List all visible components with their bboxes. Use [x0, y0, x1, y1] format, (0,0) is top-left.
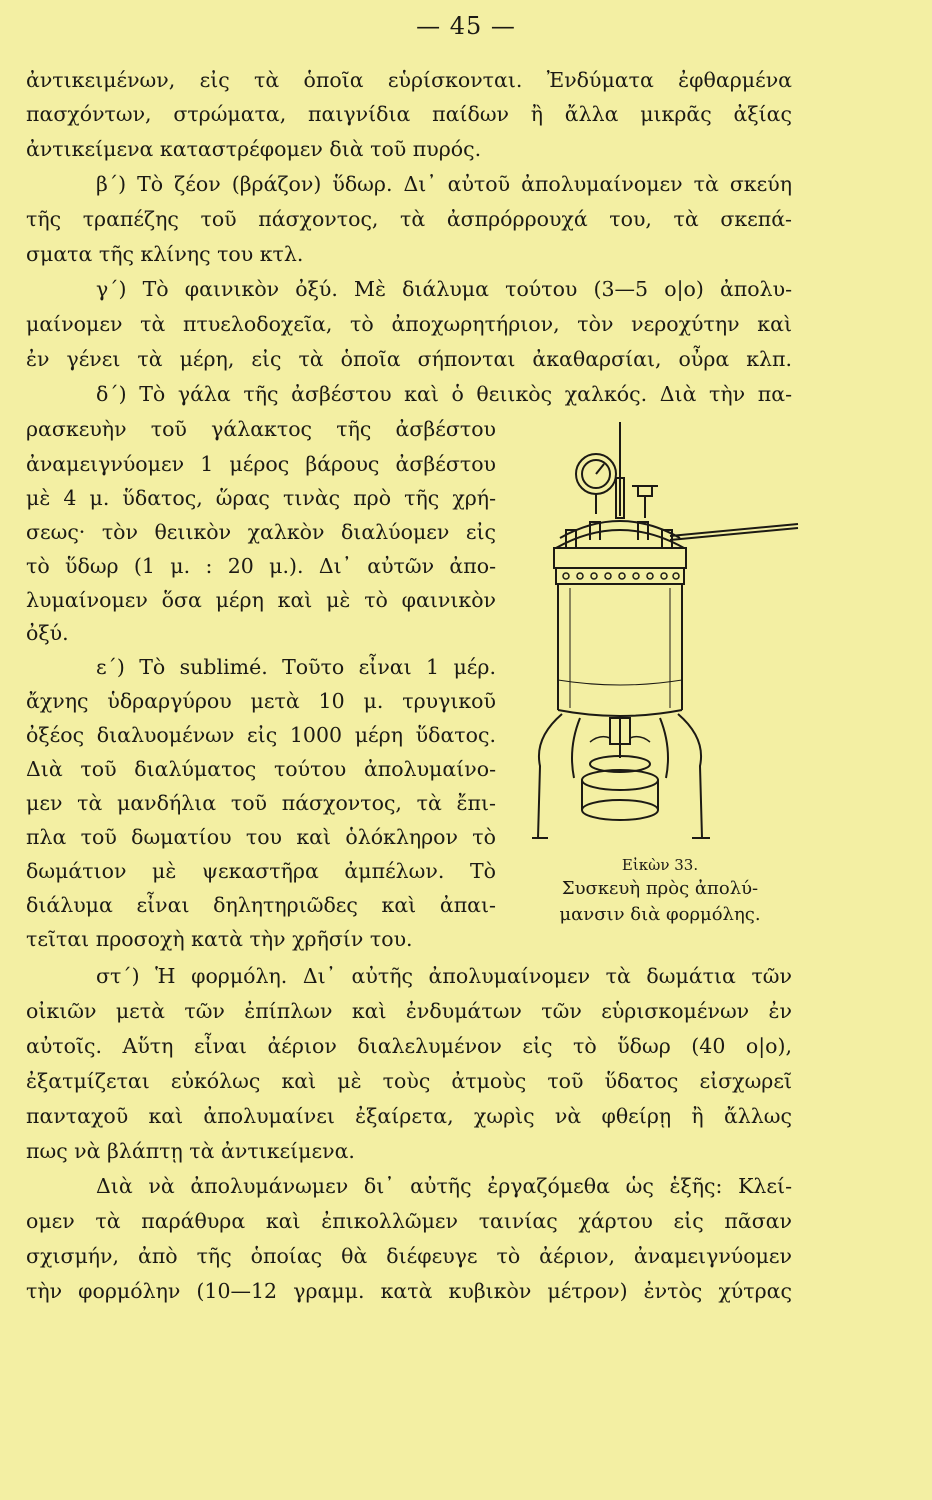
text-line: ὀξέος διαλυομένων εἰς 1000 μέρη ὕδατος.: [26, 723, 496, 747]
text-line: ομεν τὰ παράθυρα καὶ ἐπικολλῶμεν ταινίας χάρτου εἰς πᾶσαν: [26, 1209, 792, 1233]
text-line: δωμάτιον μὲ ψεκαστῆρα ἀμπέλων. Τὸ: [26, 859, 496, 883]
text-line: ἀναμειγνύομεν 1 μέρος βάρους ἀσβέστου: [26, 452, 496, 476]
text-line: γ΄) Τὸ φαινικὸν ὀξύ. Μὲ διάλυμα τούτου (3—5 ο|ο) ἀπολυ-: [96, 277, 792, 301]
text-line: ἐν γένει τὰ μέρη, εἰς τὰ ὁποῖα σήπονται ἀκαθαρσίαι, οὖρα κλπ.: [26, 347, 792, 371]
formalin-apparatus-illustration: [520, 418, 800, 858]
text-line: διάλυμα εἶναι δηλητηριῶδες καὶ ἀπαι-: [26, 893, 496, 917]
text-line: Διὰ τοῦ διαλύματος τούτου ἀπολυμαίνο-: [26, 757, 496, 781]
text-line: τεῖται προσοχὴ κατὰ τὴν χρῆσίν του.: [26, 927, 413, 951]
figure-number: Εἰκὼν 33.: [621, 856, 699, 874]
text-line: δ΄) Τὸ γάλα τῆς ἀσβέστου καὶ ὁ θειικὸς χαλκός. Διὰ τὴν πα-: [96, 382, 792, 406]
figure-caption-line: μανσιν διὰ φορμόλης.: [559, 904, 761, 925]
text-line: λυμαίνομεν ὅσα μέρη καὶ μὲ τὸ φαινικὸν: [26, 588, 496, 612]
text-line: πως νὰ βλάπτῃ τὰ ἀντικείμενα.: [26, 1139, 355, 1163]
text-line: τῆς τραπέζης τοῦ πάσχοντος, τὰ ἀσπρόρρουχά του, τὰ σκεπά-: [26, 207, 792, 231]
text-line: τὸ ὕδωρ (1 μ. : 20 μ.). Δι᾽ αὐτῶν ἀπο-: [26, 554, 496, 578]
text-line: ρασκευὴν τοῦ γάλακτος τῆς ἀσβέστου: [26, 417, 496, 441]
text-line: στ΄) Ἡ φορμόλη. Δι᾽ αὐτῆς ἀπολυμαίνομεν τὰ δωμάτια τῶν: [96, 964, 792, 988]
text-line: πανταχοῦ καὶ ἀπολυμαίνει ἐξαίρετα, χωρὶς νὰ φθείρῃ ἢ ἄλλως: [26, 1104, 792, 1128]
text-line: σματα τῆς κλίνης του κτλ.: [26, 242, 304, 266]
text-line: ἄχνης ὑδραργύρου μετὰ 10 μ. τρυγικοῦ: [26, 689, 496, 713]
text-line: β΄) Τὸ ζέον (βράζον) ὕδωρ. Δι᾽ αὐτοῦ ἀπολυμαίνομεν τὰ σκεύη: [96, 172, 792, 196]
text-line: μὲ 4 μ. ὕδατος, ὥρας τινὰς πρὸ τῆς χρή-: [26, 486, 496, 510]
text-line: μεν τὰ μανδήλια τοῦ πάσχοντος, τὰ ἔπι-: [26, 791, 496, 815]
text-line: σεως· τὸν θειικὸν χαλκὸν διαλύομεν εἰς: [26, 520, 496, 544]
text-line: ε΄) Τὸ sublimé. Τοῦτο εἶναι 1 μέρ.: [96, 655, 496, 679]
text-line: μαίνομεν τὰ πτυελοδοχεῖα, τὸ ἀποχωρητήριον, τὸν νεροχύτην καὶ: [26, 312, 792, 336]
text-line: ἀντικειμένων, εἰς τὰ ὁποῖα εὑρίσκονται. Ἐνδύματα ἐφθαρμένα: [26, 68, 792, 92]
text-line: πασχόντων, στρώματα, παιγνίδια παίδων ἢ ἄλλα μικρᾶς ἀξίας: [26, 102, 792, 126]
text-line: αὐτοῖς. Αὕτη εἶναι ἀέριον διαλελυμένον εἰς τὸ ὕδωρ (40 ο|ο),: [26, 1034, 792, 1058]
text-line: ὀξύ.: [26, 621, 69, 645]
text-line: σχισμήν, ἀπὸ τῆς ὁποίας θὰ διέφευγε τὸ ἀέριον, ἀναμειγνύομεν: [26, 1244, 792, 1268]
text-line: ἐξατμίζεται εὐκόλως καὶ μὲ τοὺς ἀτμοὺς τοῦ ὕδατος εἰσχωρεῖ: [26, 1069, 792, 1093]
page-number: — 45 —: [416, 12, 516, 40]
figure-caption-line: Συσκευὴ πρὸς ἀπολύ-: [561, 878, 759, 899]
text-line: πλα τοῦ δωματίου του καὶ ὁλόκληρον τὸ: [26, 825, 496, 849]
text-line: ἀντικείμενα καταστρέφομεν διὰ τοῦ πυρός.: [26, 137, 482, 161]
text-line: Διὰ νὰ ἀπολυμάνωμεν δι᾽ αὐτῆς ἐργαζόμεθα ὡς ἑξῆς: Κλεί-: [96, 1174, 792, 1198]
text-line: τὴν φορμόλην (10—12 γραμμ. κατὰ κυβικὸν μέτρον) ἐντὸς χύτρας: [26, 1279, 792, 1303]
text-line: οἰκιῶν μετὰ τῶν ἐπίπλων καὶ ἐνδυμάτων τῶν εὑρισκομένων ἐν: [26, 999, 792, 1023]
